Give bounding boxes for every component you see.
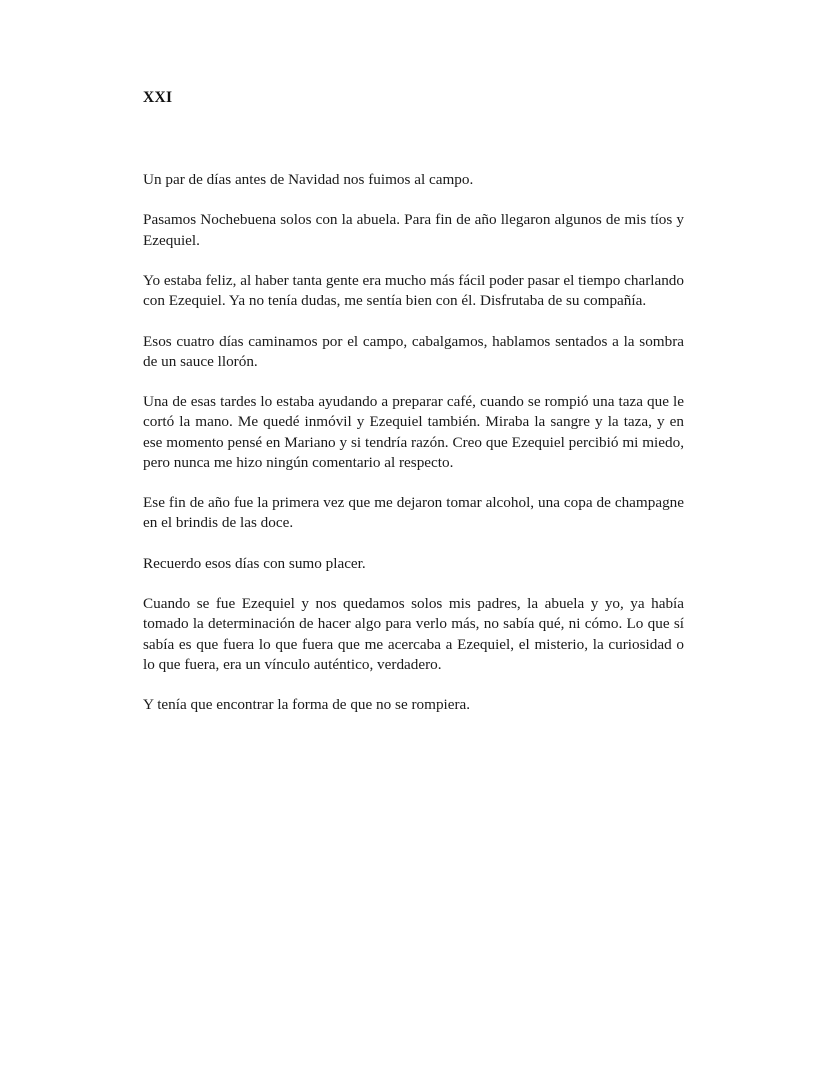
paragraph: Esos cuatro días caminamos por el campo, cabalgamos, hablamos sentados a la sombra de un sauce llorón.	[143, 332, 684, 370]
paragraph: Yo estaba feliz, al haber tanta gente era mucho más fácil poder pasar el tiempo charlando con Ezequiel. Ya no tenía dudas, me sentía bien con él. Disfrutaba de su compañía.	[143, 271, 684, 310]
chapter-title: XXI	[143, 89, 173, 106]
paragraph: Y tenía que encontrar la forma de que no se rompiera.	[143, 696, 471, 714]
paragraph: Ese fin de año fue la primera vez que me dejaron tomar alcohol, una copa de champagne en el brindis de las doce.	[143, 494, 684, 532]
paragraph: Una de esas tardes lo estaba ayudando a preparar café, cuando se rompió una taza que le cortó la mano. Me quedé inmóvil y Ezequiel también. Miraba la sangre y la taza, y en ese momento pensé en Mariano y si tendría razón. Creo que Ezequiel percibió mi miedo, pero nunca me hizo ningún comentario al respecto.	[143, 393, 684, 471]
paragraph: Cuando se fue Ezequiel y nos quedamos solos mis padres, la abuela y yo, ya había tomado la determinación de hacer algo para verlo más, no sabía qué, ni cómo. Lo que sí sabía es que fuera lo que fuera que me acercaba a Ezequiel, el misterio, la curiosidad o lo que fuera, era un vínculo auténtico, verdadero.	[143, 595, 684, 673]
paragraph: Recuerdo esos días con sumo placer.	[143, 554, 366, 572]
chapter-body	[143, 170, 684, 736]
paragraph: Pasamos Nochebuena solos con la abuela. Para fin de año llegaron algunos de mis tíos y Ezequiel.	[143, 211, 684, 249]
paragraph: Un par de días antes de Navidad nos fuimos al campo.	[143, 171, 474, 188]
